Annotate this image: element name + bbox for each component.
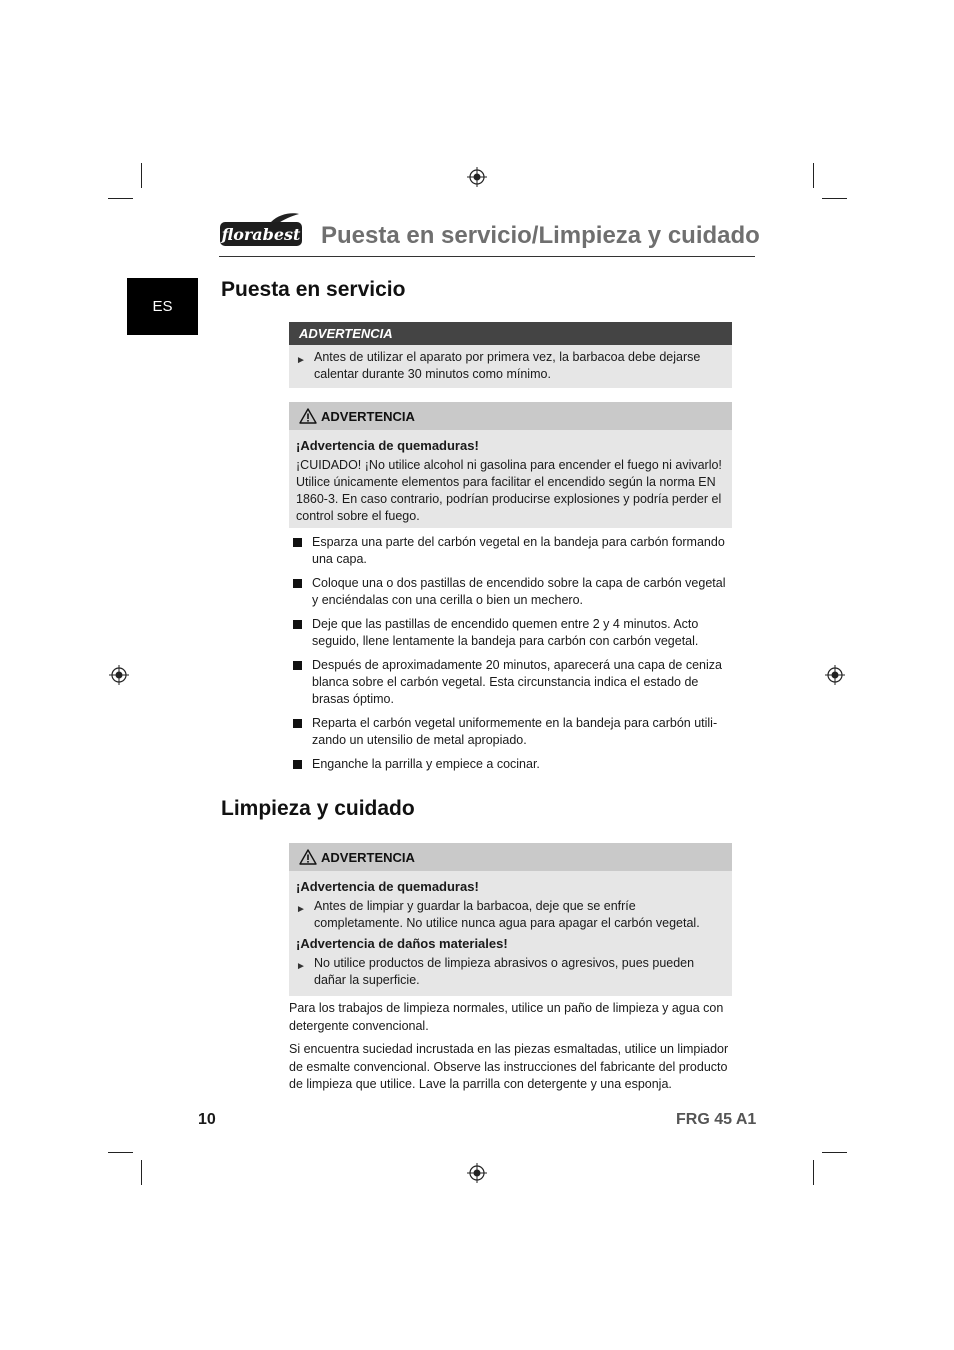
list-item <box>293 756 733 773</box>
page-header-title: Puesta en servicio/Limpieza y cuidado <box>321 222 760 249</box>
crop-mark <box>108 1152 133 1153</box>
list-item <box>293 715 733 749</box>
section-heading-puesta-en-servicio: Puesta en servicio <box>221 278 406 301</box>
square-bullet-icon <box>293 719 302 728</box>
warning-item-text: Antes de limpiar y guardar la barbacoa, deje que se enfríe completamente. No utilice nunca agua para apagar el carbón vegetal. <box>314 899 700 930</box>
square-bullet-icon <box>293 538 302 547</box>
warning-box-1 <box>289 322 732 388</box>
list-item-text: Reparta el carbón vegetal uniformemente en la bandeja para carbón utili-zando un utensilio de metal apropiado. <box>312 716 718 747</box>
list-item-text: Coloque una o dos pastillas de encendido sobre la capa de carbón vegetal y enciéndalas con una cerilla o bien un mechero. <box>312 576 726 607</box>
header-divider <box>219 256 755 257</box>
warning-triangle-icon <box>299 849 317 865</box>
registration-mark-icon <box>109 665 129 685</box>
warning-label: ADVERTENCIA <box>321 849 415 865</box>
steps-list <box>293 534 733 780</box>
registration-mark-icon <box>825 665 845 685</box>
crop-mark <box>813 163 814 188</box>
warning-header <box>289 402 732 430</box>
list-item-text: Después de aproximadamente 20 minutos, aparecerá una capa de ceniza blanca sobre el carbón vegetal. Esta circunstancia indica el estado de brasas óptimo. <box>312 658 722 706</box>
crop-mark <box>822 1152 847 1153</box>
model-number: FRG 45 A1 <box>676 1111 757 1128</box>
warning-item <box>296 898 724 932</box>
warning-header <box>289 843 732 871</box>
list-item <box>293 575 733 609</box>
arrow-bullet-icon: ► <box>296 355 306 366</box>
warning-box-2 <box>289 402 732 528</box>
warning-item-text: No utilice productos de limpieza abrasivos o agresivos, pues pueden dañar la superficie. <box>314 956 695 987</box>
registration-mark-icon <box>467 1163 487 1183</box>
square-bullet-icon <box>293 760 302 769</box>
warning-triangle-icon <box>299 408 317 424</box>
page-number: 10 <box>198 1111 216 1128</box>
square-bullet-icon <box>293 579 302 588</box>
crop-mark <box>822 198 847 199</box>
paragraph: Para los trabajos de limpieza normales, utilice un paño de limpieza y agua con detergente convencional. <box>289 1001 724 1033</box>
section-heading-limpieza-y-cuidado: Limpieza y cuidado <box>221 797 415 820</box>
list-item <box>293 616 733 650</box>
warning-box-3 <box>289 843 732 996</box>
arrow-bullet-icon: ► <box>296 904 306 915</box>
list-item-text: Deje que las pastillas de encendido quemen entre 2 y 4 minutos. Acto seguido, llene lentamente la bandeja para carbón con carbón vegetal. <box>312 617 699 648</box>
registration-mark-icon <box>467 167 487 187</box>
list-item <box>293 657 733 708</box>
florabest-logo <box>219 212 303 248</box>
list-item-text: Enganche la parrilla y empiece a cocinar. <box>312 757 540 771</box>
warning-item-text: Antes de utilizar el aparato por primera vez, la barbacoa debe dejarse calentar durante 30 minutos como mínimo. <box>314 350 701 381</box>
list-item <box>293 534 733 568</box>
warning-item <box>296 955 724 989</box>
warning-label: ADVERTENCIA <box>289 322 732 345</box>
logo-text: florabest <box>221 225 301 244</box>
list-item-text: Esparza una parte del carbón vegetal en la bandeja para carbón formando una capa. <box>312 535 725 566</box>
crop-mark <box>141 163 142 188</box>
warning-text: ¡CUIDADO! ¡No utilice alcohol ni gasolina para encender el fuego ni avivarlo! Utilice únicamente elementos para facilitar el encendido según la norma EN 1860-3. En caso contrario, podrían producirse explosiones y podría perder el control sobre el fuego. <box>296 458 722 523</box>
warning-subheading: ¡Advertencia de daños materiales! <box>296 936 508 951</box>
warning-item <box>296 349 724 383</box>
crop-mark <box>141 1160 142 1185</box>
crop-mark <box>108 198 133 199</box>
paragraph: Si encuentra suciedad incrustada en las piezas esmaltadas, utilice un limpiador de esmalte convencional. Observe las instrucciones del fabricante del producto de limpieza que utilice. Lave la parrilla con detergente y una esponja. <box>289 1042 729 1091</box>
warning-subheading: ¡Advertencia de quemaduras! <box>296 879 479 894</box>
warning-subheading: ¡Advertencia de quemaduras! <box>296 438 479 453</box>
warning-label: ADVERTENCIA <box>321 408 415 424</box>
language-tab: ES <box>127 278 198 335</box>
arrow-bullet-icon: ► <box>296 961 306 972</box>
crop-mark <box>813 1160 814 1185</box>
square-bullet-icon <box>293 620 302 629</box>
square-bullet-icon <box>293 661 302 670</box>
